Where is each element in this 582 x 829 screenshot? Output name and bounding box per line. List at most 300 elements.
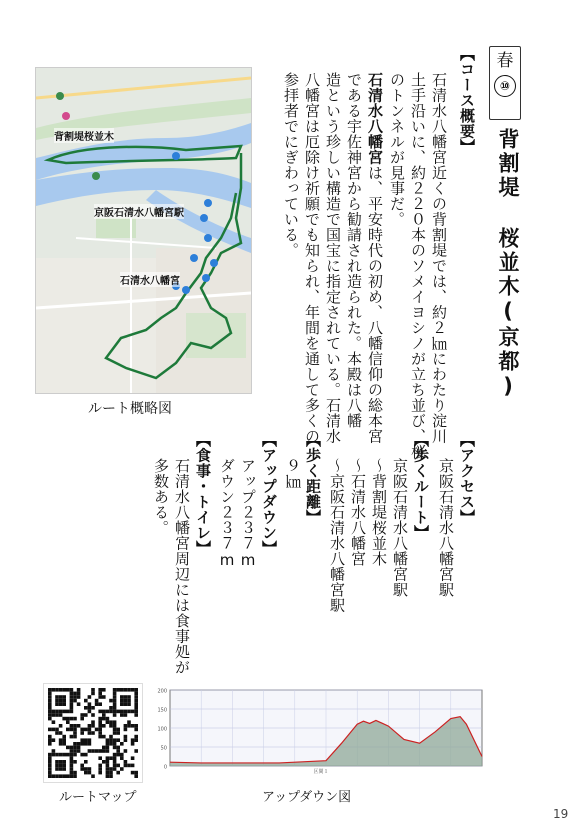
- y-tick-label: 50: [160, 745, 167, 752]
- qr-module: [59, 695, 63, 699]
- qr-module: [134, 695, 138, 699]
- qr-module: [73, 731, 77, 735]
- season-badge: [489, 46, 521, 120]
- qr-module: [62, 742, 66, 746]
- qr-module: [98, 735, 102, 739]
- map-label-shrine: 石清水八幡宮: [120, 272, 180, 287]
- qr-module: [113, 706, 117, 710]
- qr-module: [113, 724, 117, 728]
- qr-module: [48, 702, 52, 706]
- qr-module: [109, 738, 113, 742]
- qr-module: [109, 699, 113, 703]
- qr-module: [98, 710, 102, 714]
- qr-module: [52, 720, 56, 724]
- qr-module: [91, 706, 95, 710]
- qr-module: [77, 695, 81, 699]
- qr-module: [88, 724, 92, 728]
- qr-module: [98, 702, 102, 706]
- elevation-chart-svg: [152, 684, 487, 782]
- qr-module: [59, 724, 63, 728]
- food-heading: 【食事・トイレ】: [194, 432, 212, 556]
- qr-module: [106, 738, 110, 742]
- qr-module: [59, 760, 63, 764]
- shrine-name-bold: 石清水八幡宮: [366, 72, 384, 165]
- qr-module: [88, 706, 92, 710]
- qr-module: [116, 753, 120, 757]
- qr-module: [80, 728, 84, 732]
- qr-module: [102, 749, 106, 753]
- qr-module: [106, 767, 110, 771]
- access-text: 京阪石清水八幡宮駅: [437, 458, 455, 598]
- qr-module: [73, 724, 77, 728]
- qr-module: [66, 720, 70, 724]
- qr-module: [120, 702, 124, 706]
- qr-module: [113, 738, 117, 742]
- page-number: 19: [553, 807, 569, 821]
- qr-module: [59, 738, 63, 742]
- qr-module: [55, 702, 59, 706]
- qr-module: [84, 738, 88, 742]
- updown-up: アップ２３７m: [239, 458, 257, 570]
- qr-module: [134, 771, 138, 775]
- qr-module: [134, 692, 138, 696]
- qr-module: [52, 728, 56, 732]
- qr-module: [134, 735, 138, 739]
- qr-module: [120, 695, 124, 699]
- qr-module: [80, 717, 84, 721]
- qr-module: [116, 710, 120, 714]
- qr-module: [127, 699, 131, 703]
- y-tick-label: 100: [157, 726, 167, 733]
- qr-module: [124, 764, 128, 768]
- qr-module: [88, 738, 92, 742]
- qr-module: [102, 724, 106, 728]
- qr-module: [120, 756, 124, 760]
- qr-module: [98, 731, 102, 735]
- qr-module: [73, 735, 77, 739]
- qr-module: [62, 702, 66, 706]
- qr-module: [48, 728, 52, 732]
- qr-module: [59, 774, 63, 778]
- qr-module: [113, 720, 117, 724]
- qr-module: [116, 746, 120, 750]
- qr-module: [124, 713, 128, 717]
- qr-module: [120, 713, 124, 717]
- qr-module: [66, 746, 70, 750]
- qr-module: [77, 724, 81, 728]
- qr-module: [52, 710, 56, 714]
- qr-module: [88, 702, 92, 706]
- qr-module: [55, 713, 59, 717]
- qr-module: [98, 720, 102, 724]
- qr-module: [62, 774, 66, 778]
- qr-module: [131, 764, 135, 768]
- qr-module: [55, 753, 59, 757]
- qr-module: [66, 753, 70, 757]
- y-tick-label: 0: [163, 764, 167, 771]
- qr-module: [134, 728, 138, 732]
- qr-module: [77, 742, 81, 746]
- qr-module: [73, 753, 77, 757]
- qr-module: [91, 688, 95, 692]
- overview-para2-first: [364, 72, 385, 444]
- qr-module: [102, 760, 106, 764]
- qr-module: [106, 746, 110, 750]
- qr-module: [48, 695, 52, 699]
- qr-module: [88, 771, 92, 775]
- qr-module: [66, 688, 70, 692]
- qr-module: [91, 774, 95, 778]
- qr-module: [98, 695, 102, 699]
- qr-module: [77, 746, 81, 750]
- elevation-chart: [152, 684, 487, 782]
- qr-module: [62, 767, 66, 771]
- qr-module: [102, 713, 106, 717]
- qr-module: [134, 724, 138, 728]
- overview-line-3: のトンネルが見事だ。: [388, 72, 406, 227]
- qr-module: [73, 717, 77, 721]
- qr-module: [70, 692, 74, 696]
- qr-module: [116, 749, 120, 753]
- qr-module: [48, 688, 52, 692]
- qr-module: [113, 731, 117, 735]
- qr-module: [88, 710, 92, 714]
- overview-para2-line-2: である宇佐神宮から勧請され造られた。本殿は八幡: [345, 72, 363, 429]
- qr-module: [106, 710, 110, 714]
- map-label-sewari: 背割堤桜並木: [54, 128, 114, 143]
- updown-heading: 【アップダウン】: [260, 432, 278, 556]
- qr-module: [70, 735, 74, 739]
- qr-module: [131, 688, 135, 692]
- overview-line-1: 石清水八幡宮近くの背割堤では、約２㎞にわたり淀川: [430, 72, 448, 444]
- qr-module: [109, 720, 113, 724]
- qr-module: [134, 713, 138, 717]
- qr-module: [84, 742, 88, 746]
- qr-module: [59, 702, 63, 706]
- qr-module: [59, 767, 63, 771]
- distance-text: ９㎞: [284, 458, 302, 489]
- qr-module: [55, 728, 59, 732]
- qr-module: [73, 771, 77, 775]
- season-label: 春: [496, 51, 514, 71]
- qr-module: [48, 760, 52, 764]
- qr-module: [102, 735, 106, 739]
- qr-module: [48, 717, 52, 721]
- qr-module: [73, 760, 77, 764]
- qr-module: [59, 753, 63, 757]
- qr-module: [98, 764, 102, 768]
- qr-module: [127, 695, 131, 699]
- qr-module: [106, 774, 110, 778]
- qr-module: [70, 749, 74, 753]
- route-map-svg: [36, 68, 251, 393]
- qr-module: [70, 774, 74, 778]
- qr-module: [55, 695, 59, 699]
- qr-module: [131, 738, 135, 742]
- route-heading: 【歩くルート】: [412, 432, 430, 541]
- chart-caption: アップダウン図: [262, 790, 352, 805]
- qr-module: [80, 753, 84, 757]
- updown-down: ダウン２３７m: [218, 458, 236, 570]
- qr-module: [62, 710, 66, 714]
- page-title: 背割堤 桜並木(京都): [496, 128, 520, 401]
- qr-module: [55, 760, 59, 764]
- qr-module: [131, 771, 135, 775]
- qr-module: [106, 771, 110, 775]
- qr-module: [59, 764, 63, 768]
- qr-module: [134, 706, 138, 710]
- qr-module: [73, 746, 77, 750]
- qr-module: [113, 767, 117, 771]
- qr-module: [120, 699, 124, 703]
- qr-module: [80, 713, 84, 717]
- qr-module: [127, 764, 131, 768]
- qr-module: [84, 771, 88, 775]
- qr-module: [116, 728, 120, 732]
- qr-module: [113, 756, 117, 760]
- qr-module: [48, 774, 52, 778]
- qr-module: [127, 710, 131, 714]
- qr-module: [59, 688, 63, 692]
- qr-module: [62, 764, 66, 768]
- qr-code[interactable]: [43, 683, 143, 783]
- qr-module: [134, 702, 138, 706]
- qr-module: [80, 767, 84, 771]
- qr-module: [55, 731, 59, 735]
- qr-module: [106, 760, 110, 764]
- qr-module: [88, 767, 92, 771]
- qr-module: [95, 699, 99, 703]
- qr-module: [66, 728, 70, 732]
- qr-module: [116, 688, 120, 692]
- qr-module: [73, 728, 77, 732]
- qr-module: [70, 688, 74, 692]
- qr-module: [106, 764, 110, 768]
- route-line-1: 京阪石清水八幡宮駅: [391, 458, 409, 598]
- qr-module: [77, 702, 81, 706]
- qr-module: [124, 749, 128, 753]
- qr-module: [106, 742, 110, 746]
- qr-module: [48, 692, 52, 696]
- qr-module: [70, 728, 74, 732]
- qr-module: [73, 692, 77, 696]
- qr-module: [116, 771, 120, 775]
- qr-module: [70, 746, 74, 750]
- qr-module: [120, 767, 124, 771]
- course-number: ⑩: [494, 75, 516, 97]
- qr-caption: ルートマップ: [59, 790, 137, 805]
- qr-module: [106, 749, 110, 753]
- qr-module: [70, 717, 74, 721]
- qr-module: [109, 767, 113, 771]
- qr-module: [70, 699, 74, 703]
- qr-module: [52, 738, 56, 742]
- qr-module: [113, 710, 117, 714]
- qr-module: [98, 692, 102, 696]
- qr-module: [70, 767, 74, 771]
- qr-module: [55, 764, 59, 768]
- route-line-4: ～京阪石清水八幡宮駅: [328, 458, 346, 613]
- qr-module: [62, 717, 66, 721]
- route-line-3: ～石清水八幡宮: [349, 458, 367, 567]
- qr-module: [52, 753, 56, 757]
- qr-module: [59, 713, 63, 717]
- qr-module: [98, 749, 102, 753]
- qr-module: [134, 738, 138, 742]
- qr-module: [106, 720, 110, 724]
- qr-module: [124, 724, 128, 728]
- qr-module: [124, 699, 128, 703]
- qr-module: [98, 717, 102, 721]
- qr-module: [62, 735, 66, 739]
- qr-module: [124, 710, 128, 714]
- map-caption: ルート概略図: [88, 401, 172, 417]
- qr-module: [59, 699, 63, 703]
- qr-module: [84, 728, 88, 732]
- qr-module: [91, 713, 95, 717]
- route-line-2: ～背割堤桜並木: [370, 458, 388, 567]
- qr-module: [120, 688, 124, 692]
- qr-module: [109, 756, 113, 760]
- qr-module: [73, 742, 77, 746]
- qr-module: [91, 720, 95, 724]
- qr-module: [73, 749, 77, 753]
- qr-module: [84, 767, 88, 771]
- qr-module: [127, 702, 131, 706]
- qr-module: [62, 695, 66, 699]
- qr-module: [98, 728, 102, 732]
- qr-module: [88, 749, 92, 753]
- overview-line-2: 土手沿いに、約２２０本のソメイヨシノが立ち並び、桜: [409, 72, 427, 460]
- qr-module: [134, 688, 138, 692]
- qr-module: [66, 710, 70, 714]
- qr-module: [113, 728, 117, 732]
- qr-module: [80, 738, 84, 742]
- qr-module: [48, 713, 52, 717]
- qr-module: [55, 767, 59, 771]
- qr-module: [113, 764, 117, 768]
- qr-module: [73, 695, 77, 699]
- qr-module: [102, 688, 106, 692]
- qr-module: [98, 756, 102, 760]
- qr-module: [48, 710, 52, 714]
- qr-module: [77, 692, 81, 696]
- qr-module: [48, 753, 52, 757]
- qr-module: [48, 742, 52, 746]
- qr-module: [124, 728, 128, 732]
- qr-module: [48, 771, 52, 775]
- qr-module: [106, 756, 110, 760]
- qr-module: [55, 710, 59, 714]
- qr-module: [127, 720, 131, 724]
- qr-module: [109, 724, 113, 728]
- overview-para2-line-4: 八幡宮は厄除け祈願でも知られ、年間を通して多くの: [303, 72, 321, 444]
- qr-module: [48, 706, 52, 710]
- qr-module: [73, 774, 77, 778]
- qr-module: [95, 749, 99, 753]
- qr-module: [131, 756, 135, 760]
- qr-module: [109, 706, 113, 710]
- qr-module: [124, 695, 128, 699]
- qr-module: [113, 695, 117, 699]
- qr-module: [113, 702, 117, 706]
- qr-module: [102, 746, 106, 750]
- qr-module: [109, 710, 113, 714]
- qr-module: [80, 764, 84, 768]
- qr-module: [102, 710, 106, 714]
- route-map-image: [35, 67, 252, 394]
- qr-module: [84, 699, 88, 703]
- qr-module: [134, 774, 138, 778]
- overview-heading: 【コース概要】: [458, 46, 476, 155]
- qr-module: [62, 699, 66, 703]
- qr-module: [88, 731, 92, 735]
- qr-module: [134, 699, 138, 703]
- qr-module: [131, 710, 135, 714]
- qr-module: [62, 688, 66, 692]
- qr-module: [70, 764, 74, 768]
- qr-module: [98, 724, 102, 728]
- qr-module: [120, 710, 124, 714]
- qr-module: [55, 688, 59, 692]
- overview-para2-line-5: 参拝者でにぎわっている。: [282, 72, 300, 258]
- qr-module: [113, 699, 117, 703]
- qr-module: [70, 706, 74, 710]
- qr-module: [70, 760, 74, 764]
- qr-module: [127, 724, 131, 728]
- y-tick-label: 200: [157, 688, 167, 695]
- qr-module: [52, 774, 56, 778]
- qr-module: [55, 774, 59, 778]
- qr-module: [88, 728, 92, 732]
- qr-module: [124, 702, 128, 706]
- qr-module: [131, 724, 135, 728]
- y-tick-label: 150: [157, 707, 167, 714]
- qr-module: [113, 688, 117, 692]
- qr-module: [124, 735, 128, 739]
- qr-module: [73, 699, 77, 703]
- qr-module: [124, 760, 128, 764]
- qr-module: [48, 767, 52, 771]
- qr-module: [77, 688, 81, 692]
- qr-module: [113, 713, 117, 717]
- qr-module: [70, 702, 74, 706]
- qr-module: [113, 746, 117, 750]
- qr-module: [70, 724, 74, 728]
- qr-module: [120, 742, 124, 746]
- qr-module: [48, 756, 52, 760]
- qr-module: [77, 749, 81, 753]
- qr-module: [62, 738, 66, 742]
- x-section-label: 区間１: [313, 769, 329, 775]
- qr-module: [127, 688, 131, 692]
- map-label-station: 京阪石清水八幡宮駅: [94, 204, 184, 219]
- qr-module: [102, 717, 106, 721]
- qr-module: [80, 731, 84, 735]
- qr-module: [80, 742, 84, 746]
- qr-module: [116, 738, 120, 742]
- qr-module: [113, 753, 117, 757]
- qr-module: [109, 774, 113, 778]
- qr-module: [116, 764, 120, 768]
- qr-module: [98, 688, 102, 692]
- food-line-2: 多数ある。: [152, 458, 170, 536]
- food-line-1: 石清水八幡宮周辺には食事処が: [173, 458, 191, 675]
- qr-module: [62, 760, 66, 764]
- qr-module: [59, 710, 63, 714]
- qr-code-graphic: [44, 684, 142, 782]
- qr-module: [109, 735, 113, 739]
